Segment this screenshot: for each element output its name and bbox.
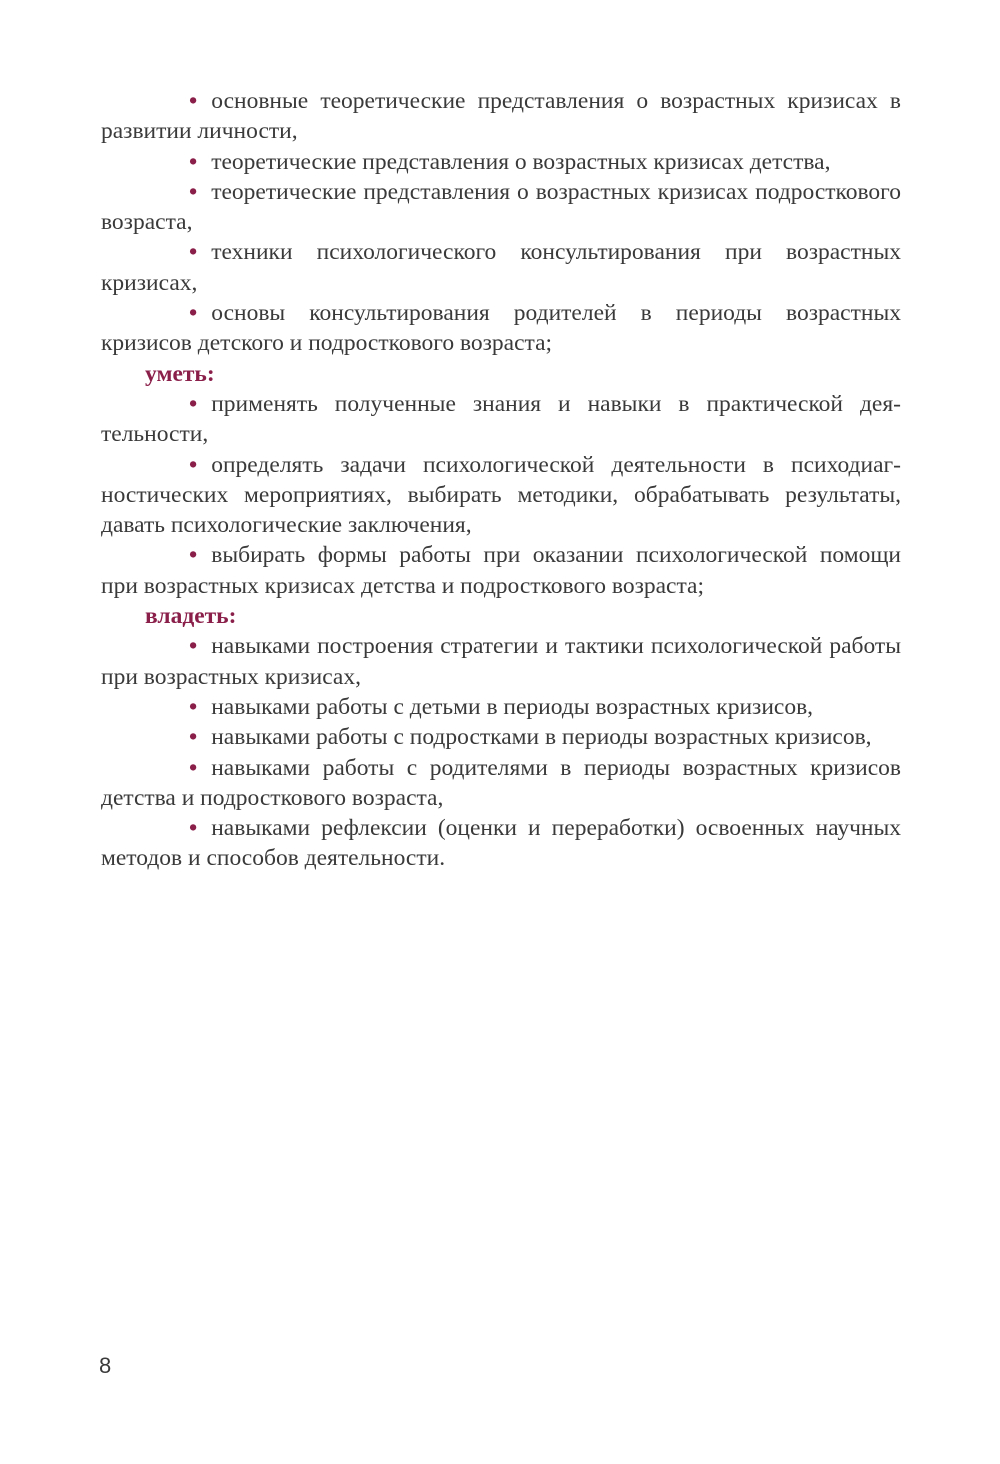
list-item xyxy=(101,692,901,722)
list-item-text: техники психологического консультирования при возрастных кризисах, xyxy=(101,239,901,296)
page-number: 8 xyxy=(99,1353,112,1378)
bullet-icon: • xyxy=(189,815,198,842)
list-item xyxy=(101,753,901,814)
section-heading-skills: уметь: xyxy=(145,360,215,387)
bullet-icon: • xyxy=(189,724,198,751)
list-item xyxy=(101,389,901,450)
bullet-icon: • xyxy=(189,451,198,478)
section-heading-possess: владеть: xyxy=(145,603,237,630)
list-item xyxy=(101,298,901,359)
list-item-text: теоретические представления о возрастных кризисах подросткового возраста, xyxy=(101,178,901,236)
bullet-icon: • xyxy=(189,390,198,417)
bullet-icon: • xyxy=(189,542,198,569)
bullet-icon: • xyxy=(189,88,198,114)
bullet-icon: • xyxy=(189,754,198,781)
bullet-icon: • xyxy=(189,239,198,266)
list-item xyxy=(101,450,901,541)
list-item xyxy=(101,722,901,752)
list-item-text: основы консультирования родителей в периоды возрастных кризисов детского и подросткового возраста; xyxy=(101,300,901,357)
list-item-text: выбирать формы работы при оказании психологической помощи при возрастных кризисах детства и подросткового возраста; xyxy=(101,542,901,599)
bullet-icon: • xyxy=(189,693,198,720)
list-item-text: определять задачи психологической деятельности в психодиагностических мероприятиях, выбирать методики, обрабатывать результаты, давать психологические заключения, xyxy=(101,451,901,539)
list-item xyxy=(101,177,901,238)
list-item-text: навыками работы с детьми в периоды возрастных кризисов, xyxy=(211,693,814,720)
list-item-text: навыками рефлексии (оценки и переработки) освоенных научных методов и способов деятельности. xyxy=(101,815,901,872)
list-item xyxy=(101,540,901,601)
bullet-icon: • xyxy=(189,148,198,175)
list-item-text: применять полученные знания и навыки в практической деятельности, xyxy=(101,390,901,448)
body-text xyxy=(101,86,901,874)
list-item-text: основные теоретические представления о возрастных кризисах в развитии личности, xyxy=(101,88,901,145)
bullet-icon: • xyxy=(189,178,198,205)
list-item xyxy=(101,813,901,874)
bullet-icon: • xyxy=(189,300,198,327)
list-item xyxy=(101,237,901,298)
list-item-text: теоретические представления о возрастных кризисах детства, xyxy=(211,148,831,175)
list-item xyxy=(101,631,901,692)
list-item-text: навыками работы с подростками в периоды возрастных кризисов, xyxy=(211,724,872,751)
list-item xyxy=(101,147,901,177)
list-item-text: навыками работы с родителями в периоды возрастных кризисов детства и подросткового возраста, xyxy=(101,754,901,811)
list-item xyxy=(101,86,901,147)
bullet-icon: • xyxy=(189,633,198,660)
list-item-text: навыками построения стратегии и тактики психологической работы при возрастных кризисах, xyxy=(101,633,901,690)
